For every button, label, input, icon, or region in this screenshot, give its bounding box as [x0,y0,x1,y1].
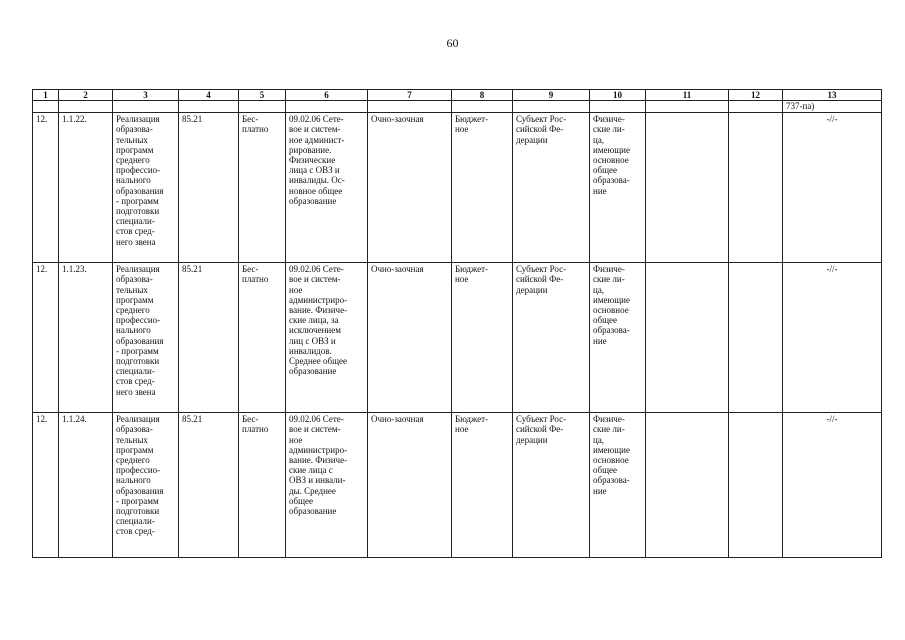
column-number: 5 [239,90,286,101]
service-name: Реализация образова- тельных программ среднего профессио- нального образования - программ подготовки специали- стов сред- него звена [113,263,179,413]
page-number: 60 [446,36,459,50]
institution-type: Бюджет- ное [452,263,513,413]
column-number: 3 [113,90,179,101]
col-11 [646,113,729,263]
column-number: 2 [59,90,113,101]
recipients: Физиче- ские ли- ца, имеющие основное общее образова- ние [590,413,646,558]
row-number: 12. [33,263,59,413]
column-number: 11 [646,90,729,101]
column-number: 1 [33,90,59,101]
table-row [33,113,882,263]
service-name: Реализация образова- тельных программ среднего профессио- нального образования - программ подготовки специали- стов сред- него звена [113,113,179,263]
column-number: 4 [179,90,239,101]
okved-code: 85.21 [179,413,239,558]
registry-table [32,89,882,558]
column-number: 13 [783,90,882,101]
okved-code: 85.21 [179,263,239,413]
okved-code: 85.21 [179,113,239,263]
recipients: Физиче- ские ли- ца, имеющие основное общее образова- ние [590,263,646,413]
row-number: 12. [33,413,59,558]
column-number: 6 [286,90,368,101]
recipients: Физиче- ские ли- ца, имеющие основное общее образова- ние [590,113,646,263]
item-code: 1.1.23. [59,263,113,413]
payment-type: Бес- платно [239,413,286,558]
study-form: Очно-заочная [368,413,452,558]
table-row [33,413,882,558]
table-row [33,263,882,413]
column-number: 10 [590,90,646,101]
column-number-row [33,90,882,101]
legal-basis: -//- [783,413,882,558]
founder: Субъект Рос- сийской Фе- дерации [513,263,590,413]
col-11 [646,263,729,413]
item-code: 1.1.24. [59,413,113,558]
institution-type: Бюджет- ное [452,113,513,263]
continuation-row [33,101,882,113]
program-description: 09.02.06 Сете- вое и систем- ное админист- рирование. Физические лица с ОВЗ и инвалиды. Ос- новное общее образование [286,113,368,263]
item-code: 1.1.22. [59,113,113,263]
col-12 [729,113,783,263]
program-description: 09.02.06 Сете- вое и систем- ное администриро- вание. Физиче- ские лица с ОВЗ и инвали- ды. Среднее общее образование [286,413,368,558]
study-form: Очно-заочная [368,113,452,263]
legal-basis: -//- [783,263,882,413]
col-11 [646,413,729,558]
payment-type: Бес- платно [239,263,286,413]
row-number: 12. [33,113,59,263]
payment-type: Бес- платно [239,113,286,263]
col-12 [729,263,783,413]
column-number: 9 [513,90,590,101]
col-12 [729,413,783,558]
founder: Субъект Рос- сийской Фе- дерации [513,413,590,558]
column-number: 12 [729,90,783,101]
service-name: Реализация образова- тельных программ среднего профессио- нального образования - программ подготовки специали- стов сред- [113,413,179,558]
legal-basis: -//- [783,113,882,263]
program-description: 09.02.06 Сете- вое и систем- ное администриро- вание. Физиче- ские лица, за исключением лиц с ОВЗ и инвалидов. Среднее общее образование [286,263,368,413]
continuation-note: 737-па) [783,101,882,113]
founder: Субъект Рос- сийской Фе- дерации [513,113,590,263]
institution-type: Бюджет- ное [452,413,513,558]
column-number: 7 [368,90,452,101]
study-form: Очно-заочная [368,263,452,413]
column-number: 8 [452,90,513,101]
